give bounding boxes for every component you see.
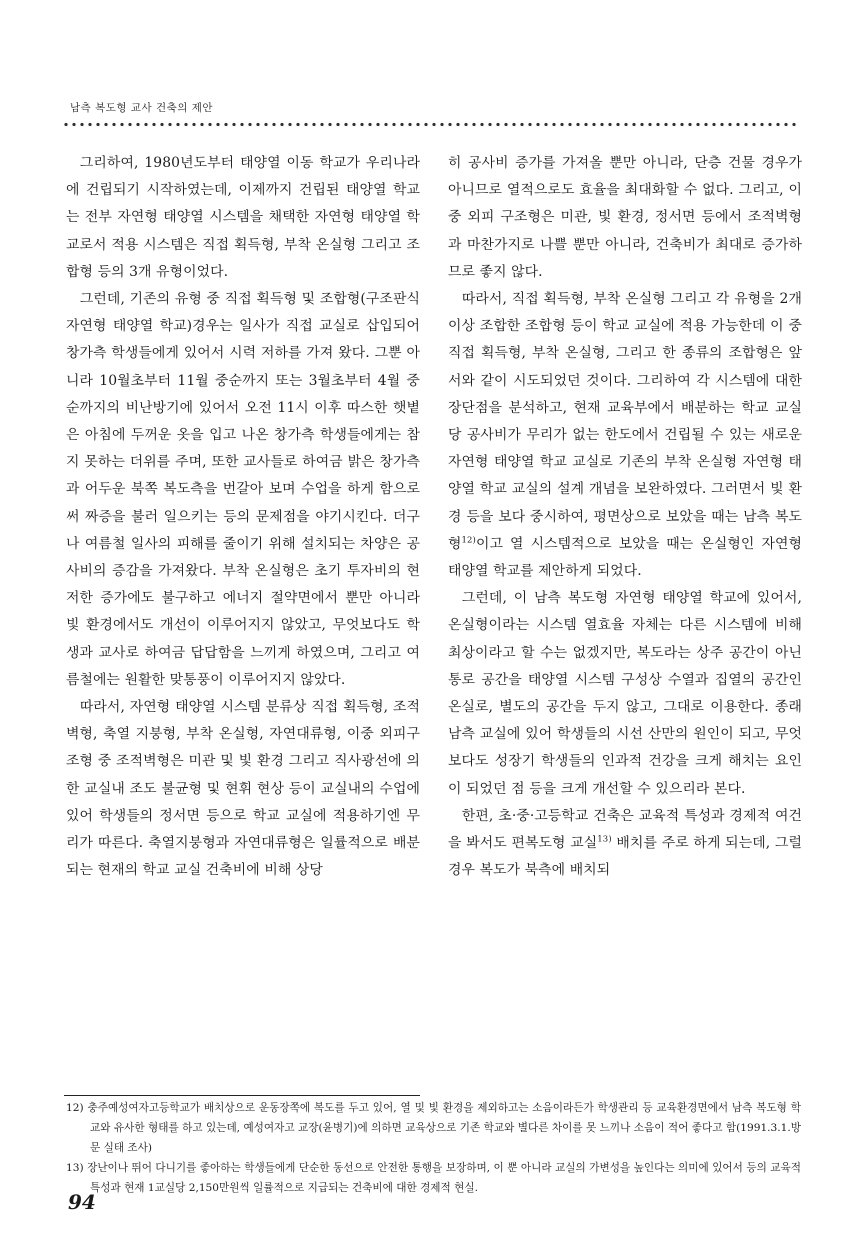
footnote-12 [66,1098,801,1158]
paragraph: 그런데, 이 남측 복도형 자연형 태양열 학교에 있어서, 온실형이라는 시스템 열효율 자체는 다른 시스템에 비해 최상이라고 할 수는 없겠지만, 복도라는 상주 공간이 아닌 통로 공간을 태양열 시스템 구성상 수열과 집열의 공간인 온실로, 별도의 공간을 두지 않고, 그대로 이용한다. 종래 남측 교실에 있어 학생들의 시선 산만의 원인이 되고, 무엇보다도 성장기 학생들의 인과적 건강을 크게 해치는 요인이 되었던 점 등을 크게 개선할 수 있으리라 본다. [448,590,802,797]
text-underline [64,1095,420,1096]
footnotes [66,1098,801,1198]
footnote-13 [66,1158,801,1198]
paragraph [448,286,802,585]
page-number: 94 [68,1190,96,1214]
footnote-text: 충주예성여자고등학교가 배치상으로 운동장쪽에 복도를 두고 있어, 열 및 빛 환경을 제외하고는 소음이라든가 학생관리 등 교육환경면에서 남측 복도형 학교와 유사한 형태를 하고 있는데, 예성여자고 교장(윤병기)에 의하면 교육상으로 기존 학교와 별다른 차이를 못 느끼나 소음이 적어 좋다고 함(1991.3.1.방문 실태 조사) [87,1102,801,1154]
footnote-mark: 12) [66,1102,84,1114]
footnote-text: 장난이나 뛰어 다니기를 좋아하는 학생들에게 단순한 동선으로 안전한 통행을 보장하며, 이 뿐 아니라 교실의 가변성을 높인다는 의미에 있어서 등의 교육적 특성과 현재 1교실당 2,150만원씩 일률적으로 지급되는 건축비에 대한 경제적 현실. [87,1162,801,1194]
footnote-mark: 13) [66,1162,84,1174]
paragraph: 그런데, 기존의 유형 중 직접 획득형 및 조합형(구조판식 자연형 태양열 학교)경우는 일사가 직접 교실로 삽입되어 창가측 학생들에게 있어서 시력 저하를 가져 왔다. 그뿐 아니라 10월초부터 11월 중순까지 또는 3월초부터 4월 중순까지의 비난방기에 있어서 오전 11시 이후 따스한 햇볕은 아침에 두꺼운 옷을 입고 나온 창가측 학생들에게는 참지 못하는 더위를 주며, 또한 교사들로 하여금 밝은 창가측과 어두운 북쪽 복도측을 번갈아 보며 수업을 하게 함으로써 짜증을 불러 일으키는 등의 문제점을 야기시킨다. 더구나 여름철 일사의 피해를 줄이기 위해 설치되는 차양은 공사비의 증감을 가져왔다. 부착 온실형은 초기 투자비의 현저한 증가에도 불구하고 에너지 절약면에서 뿐만 아니라 빛 환경에서도 개선이 이루어지지 않았고, 무엇보다도 학생과 교사로 하여금 답답함을 느끼게 하였으며, 그리고 여름철에는 원활한 맞통풍이 이루어지지 않았다. [66,291,420,688]
paragraph-text-after: 배치를 주로 하게 되는데, 그럴 경우 복도가 북측에 배치되 [448,835,802,879]
left-column [66,150,420,884]
paragraph: 그리하여, 1980년도부터 태양열 이동 학교가 우리나라에 건립되기 시작하였는데, 이제까지 건립된 태양열 학교는 전부 자연형 태양열 시스템을 채택한 자연형 태양열 학교로서 적용 시스템은 직접 획득형, 부착 온실형 그리고 조합형 등의 3개 유형이었다. [66,155,420,280]
dotted-header-rule [62,121,797,128]
running-header: 남측 복도형 교사 건축의 제안 [70,102,214,114]
paragraph [448,803,802,885]
paragraph: 히 공사비 증가를 가져올 뿐만 아니라, 단층 건물 경우가 아니므로 열적으로도 효율을 최대화할 수 없다. 그리고, 이중 외피 구조형은 미관, 빛 환경, 정서면 등에서 조적벽형과 마찬가지로 나쁠 뿐만 아니라, 건축비가 최대로 증가하므로 좋지 않다. [448,155,802,280]
paragraph-text: 따라서, 직접 획득형, 부착 온실형 그리고 각 유형을 2개 이상 조합한 조합형 등이 학교 교실에 적용 가능한데 이 중 직접 획득형, 부착 온실형, 그리고 한 종류의 조합형은 앞서와 같이 시도되었던 것이다. 그리하여 각 시스템에 대한 장단점을 분석하고, 현재 교육부에서 배분하는 학교 교실당 공사비가 무리가 없는 한도에서 건립될 수 있는 새로운 자연형 태양열 학교 교실로 기존의 부착 온실형 자연형 태양열 학교 교실의 설계 개념을 보완하였다. 그러면서 빛 환경 등을 보다 중시하여, 평면상으로 보았을 때는 남측 복도형 [448,291,802,552]
footnote-ref-12[interactable]: 12) [461,535,476,546]
paragraph-text-after: 이고 열 시스템적으로 보았을 때는 온실형인 자연형 태양열 학교를 제안하게 되었다. [448,535,802,580]
paragraph-text: 한편, 초·중·고등학교 건축은 교육적 특성과 경제적 여건을 봐서도 편복도형 교실 [448,807,802,852]
paragraph: 따라서, 자연형 태양열 시스템 분류상 직접 획득형, 조적벽형, 축열 지붕형, 부착 온실형, 자연대류형, 이중 외피구조형 중 조적벽형은 미관 및 빛 환경 그리고 직사광선에 의한 교실내 조도 불균형 및 현휘 현상 등이 교실내의 수업에 있어 학생들의 정서면 등으로 학교 교실에 적용하기엔 무리가 따른다. 축열지붕형과 자연대류형은 일률적으로 배분되는 현재의 학교 교실 건축비에 비해 상당 [66,699,420,879]
right-column [448,150,802,884]
footnote-ref-13[interactable]: 13) [597,834,612,845]
